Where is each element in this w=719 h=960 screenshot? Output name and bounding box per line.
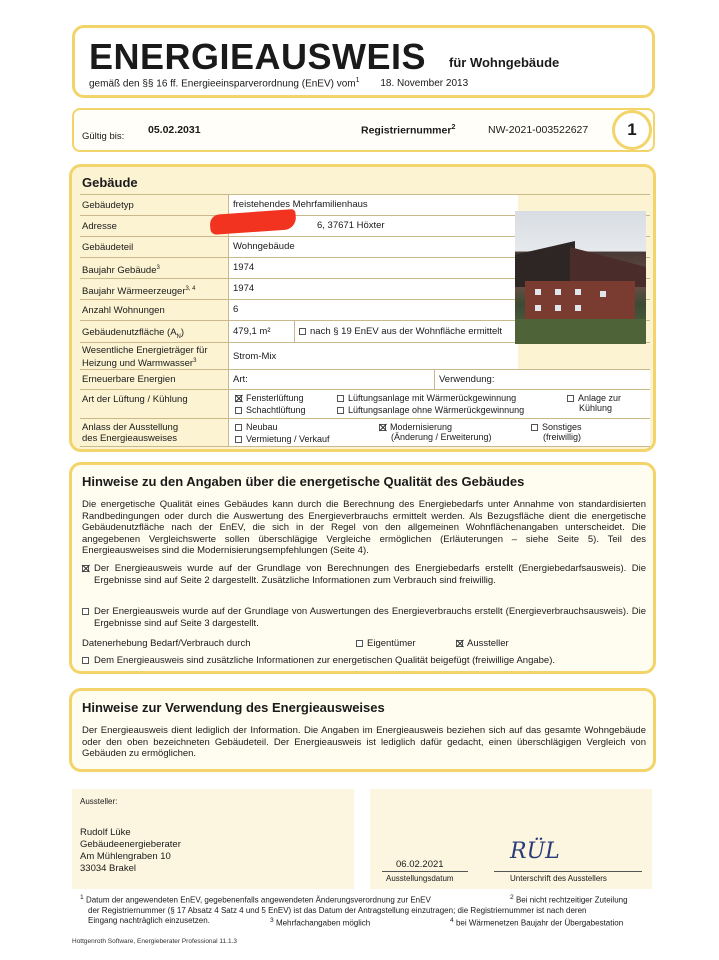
row-value: Strom-Mix (228, 343, 518, 369)
issuer-street: Am Mühlengraben 10 (80, 851, 171, 862)
row-label-sub: N (176, 333, 181, 340)
option-cooling[interactable] (567, 393, 621, 413)
option-issuer[interactable] (456, 638, 509, 650)
checkbox-checked[interactable] (456, 640, 463, 647)
footnote-1b: der Registriernummer (§ 17 Absatz 4 Satz 4 und 5 EnEV) ist das Datum der Antragstellung einzutragen; die Registriernummer ist nach deren (88, 905, 587, 915)
issue-date-label: Ausstellungsdatum (386, 874, 454, 883)
row-label-text: Gebäudenutzfläche (A (82, 327, 177, 338)
registration-sup: 2 (451, 124, 456, 131)
table-row (80, 389, 650, 418)
footnote-4: bei Wärmenetzen Baujahr der Übergabestation (455, 918, 624, 928)
option-rent-sale[interactable] (235, 434, 330, 444)
row-value: Wohngebäude (228, 237, 518, 257)
occasion-options (228, 419, 650, 446)
option-label: Neubau (246, 422, 278, 432)
option-label: Eigentümer (367, 638, 416, 649)
quality-intro-paragraph: Die energetische Qualität eines Gebäudes kann durch die Berechnung des Energiebedarfs unter Annahme von standardisierten Randbedingungen oder durch die Auswertung des Energieverbrauchs ermittelt werden. Als Bezugsfläche dient die energetische Gebäudenutzfläche nach der EnEV, die sich in der Regel von den allgemeinen Wohnflächenangaben unterscheidet. Die angegebenen Vergleichswerte sollen überschlägige Vergleiche ermöglichen (Erläuterungen – siehe Seite 5). Teil des Energieausweises sind die Modernisierungsempfehlungen (Seite 4). (82, 499, 646, 556)
footnote-3: Mehrfachangaben möglich (275, 918, 371, 928)
footnote-line-3: Eingang nachträglich einzusetzen. $^3$ Mehrfachangaben möglich $^4$ bei Wärmenetzen Baujahr der Übergabestation (88, 915, 624, 928)
footnote-2: Bei nicht rechtzeitiger Zuteilung (515, 895, 628, 905)
consumption-option[interactable] (82, 606, 646, 629)
option-label: Fensterlüftung (246, 393, 304, 403)
row-label (82, 422, 178, 444)
checkbox[interactable] (235, 424, 242, 431)
additional-info-option[interactable] (82, 655, 646, 667)
signature-line (494, 871, 642, 872)
valid-until-label: Gültig bis: (82, 131, 125, 142)
table-row (80, 342, 650, 369)
footnote-1c: Eingang nachträglich einzusetzen. (88, 915, 210, 925)
row-label: Gebäudeteil (82, 242, 134, 253)
row-label-sup: 3 (193, 358, 197, 364)
registration-number: NW-2021-003522627 (488, 124, 589, 136)
registration-label-text: Registriernummer (361, 124, 452, 137)
option-label: Aussteller (467, 638, 509, 649)
issuer-address (80, 827, 181, 875)
document-subtitle: für Wohngebäude (449, 55, 560, 70)
option-new-build[interactable] (235, 422, 278, 432)
usage-notes-title: Hinweise zur Verwendung des Energieausweises (82, 700, 385, 715)
photo-window (575, 305, 581, 311)
row-label: Art der Lüftung / Kühlung (82, 394, 188, 405)
row-value: 6 (228, 300, 518, 320)
issuer-label: Aussteller: (80, 797, 118, 806)
checkbox[interactable] (337, 395, 344, 402)
issuer-box (72, 789, 354, 889)
checkbox[interactable] (235, 407, 242, 414)
checkbox[interactable] (356, 640, 363, 647)
footnotes (80, 893, 655, 926)
checkbox-checked[interactable] (82, 565, 89, 572)
photo-window (555, 289, 561, 295)
renewable-use: Verwendung: (434, 370, 650, 389)
regulation-sup: 1 (355, 77, 360, 84)
row-label: Gebäudetyp (82, 200, 134, 211)
issuer-city: 33034 Brakel (80, 863, 136, 874)
issuer-role: Gebäudeenergieberater (80, 839, 181, 850)
row-label-sup: 3, 4 (185, 286, 196, 292)
row-label-text: Baujahr Wärmeerzeuger (82, 286, 186, 298)
row-label-end: ) (180, 327, 185, 338)
date-line (382, 871, 468, 872)
checkbox[interactable] (531, 424, 538, 431)
quality-notes-section (69, 462, 656, 674)
checkbox[interactable] (235, 436, 242, 443)
signature: RÜL (510, 839, 560, 864)
row-value: 1974 (228, 258, 518, 278)
regulation-text: gemäß den §§ 16 ff. Energieeinsparverordnung (EnEV) vom (89, 78, 356, 90)
option-owner[interactable] (356, 638, 416, 650)
data-collection-line (82, 638, 646, 650)
consumption-option-text: Der Energieausweis wurde auf der Grundlage von Auswertungen des Energieverbrauchs erstellt (Energieverbrauchsausweis). Die Ergebnisse sind auf Seite 3 dargestellt. (94, 606, 646, 629)
option-label: Sonstiges (542, 422, 582, 432)
row-label-line2: des Energieausweises (82, 433, 178, 444)
row-label-line2: Heizung und Warmwasser (82, 358, 194, 370)
option-label-line2: (Änderung / Erweiterung) (391, 432, 492, 442)
row-label-text: Anlass der Ausstellung (82, 422, 179, 433)
area-note-text: nach § 19 EnEV aus der Wohnfläche ermittelt (310, 326, 503, 337)
checkbox[interactable] (82, 608, 89, 615)
area-note (294, 321, 518, 342)
photo-window (555, 305, 561, 311)
row-value: freistehendes Mehrfamilienhaus (228, 195, 518, 215)
option-label: Schachtlüftung (246, 405, 306, 415)
row-label-text: Wesentliche Energieträger für (82, 345, 208, 356)
checkbox-checked[interactable] (235, 395, 242, 402)
issue-date: 06.02.2021 (396, 859, 444, 870)
option-window-ventilation[interactable] (235, 393, 304, 403)
issuer-name: Rudolf Lüke (80, 827, 131, 838)
option-label: Vermietung / Verkauf (246, 434, 330, 444)
row-label: Anzahl Wohnungen (82, 305, 165, 316)
validity-bar (72, 108, 655, 152)
photo-wall (525, 281, 635, 321)
row-label-text: Baujahr Gebäude (82, 265, 157, 277)
photo-ground (515, 319, 646, 344)
signature-box (370, 789, 652, 889)
address-value: 6, 37671 Höxter (228, 216, 518, 236)
option-shaft-ventilation[interactable] (235, 405, 306, 415)
regulation-date: 18. November 2013 (380, 78, 469, 90)
row-label (82, 327, 184, 343)
row-label (82, 263, 160, 276)
registration-label (361, 124, 455, 137)
page-number-badge: 1 (612, 110, 652, 150)
building-photo (515, 211, 646, 344)
table-row (80, 418, 650, 447)
photo-window (535, 305, 541, 311)
software-credit: Hottgenroth Software, Energieberater Professional 11.1.3 (72, 938, 238, 945)
valid-until-value: 05.02.2031 (148, 124, 201, 136)
row-label: Erneuerbare Energien (82, 374, 176, 385)
building-title: Gebäude (82, 175, 138, 190)
option-without-recovery[interactable] (337, 405, 524, 415)
demand-option-text: Der Energieausweis wurde auf der Grundlage von Berechnungen des Energiebedarfs erstellt (Energiebedarfsausweis). Die Ergebnisse sind auf Seite 2 dargestellt. Zusätzliche Informationen zum Verbrauch sind freiwillig. (94, 563, 646, 586)
quality-notes-title: Hinweise zu den Angaben über die energetische Qualität des Gebäudes (82, 474, 525, 489)
ventilation-options (228, 390, 650, 418)
checkbox[interactable] (82, 657, 89, 664)
data-collection-label: Datenerhebung Bedarf/Verbrauch durch (82, 638, 251, 649)
photo-window (535, 289, 541, 295)
table-row (80, 369, 650, 389)
row-label (82, 284, 196, 297)
option-with-recovery[interactable] (337, 393, 516, 403)
document-title: ENERGIEAUSWEIS (89, 36, 427, 77)
option-label: Lüftungsanlage mit Wärmerückgewinnung (348, 393, 517, 403)
regulation-line (89, 77, 468, 89)
option-other[interactable] (531, 422, 582, 442)
checkbox[interactable] (337, 407, 344, 414)
footnote-1: Datum der angewendeten EnEV, gegebenenfalls angewendeten Änderungsverordnung zur EnEV (85, 895, 431, 905)
demand-option[interactable] (82, 563, 646, 586)
option-modernization[interactable] (379, 422, 492, 442)
option-label: Anlage zur (578, 393, 622, 403)
row-value: 479,1 m² (228, 321, 294, 342)
photo-window (600, 291, 606, 297)
renewable-type: Art: (228, 370, 434, 389)
usage-notes-text: Der Energieausweis dient lediglich der Information. Die Angaben im Energieausweis beziehen sich auf das gesamte Wohngebäude oder den oben bezeichneten Gebäudeteil. Der Energieausweis ist lediglich dafür gedacht, einen überschlägigen Vergleich von Gebäuden zu ermöglichen. (82, 725, 646, 759)
checkbox[interactable] (299, 328, 306, 335)
additional-info-text: Dem Energieausweis sind zusätzliche Informationen zur energetischen Qualität beigefügt (freiwillige Angabe). (94, 655, 556, 666)
row-label: Adresse (82, 221, 117, 232)
usage-notes-section (69, 688, 656, 772)
option-label-line2: Kühlung (579, 403, 613, 413)
signature-label: Unterschrift des Ausstellers (510, 874, 607, 883)
checkbox[interactable] (567, 395, 574, 402)
row-label (82, 345, 208, 369)
header-box (72, 25, 655, 98)
row-label-sup: 3 (156, 265, 160, 271)
checkbox-checked[interactable] (379, 424, 386, 431)
option-label: Modernisierung (390, 422, 453, 432)
footnote-line-1: $^1$ Datum der angewendeten EnEV, gegebenenfalls angewendeten Änderungsverordnung zur EnEV $^2$ Bei nicht rechtzeitiger Zuteilung (80, 894, 628, 905)
option-label-line2: (freiwillig) (543, 432, 581, 442)
row-value: 1974 (228, 279, 518, 299)
option-label: Lüftungsanlage ohne Wärmerückgewinnung (348, 405, 525, 415)
photo-window (575, 289, 581, 295)
